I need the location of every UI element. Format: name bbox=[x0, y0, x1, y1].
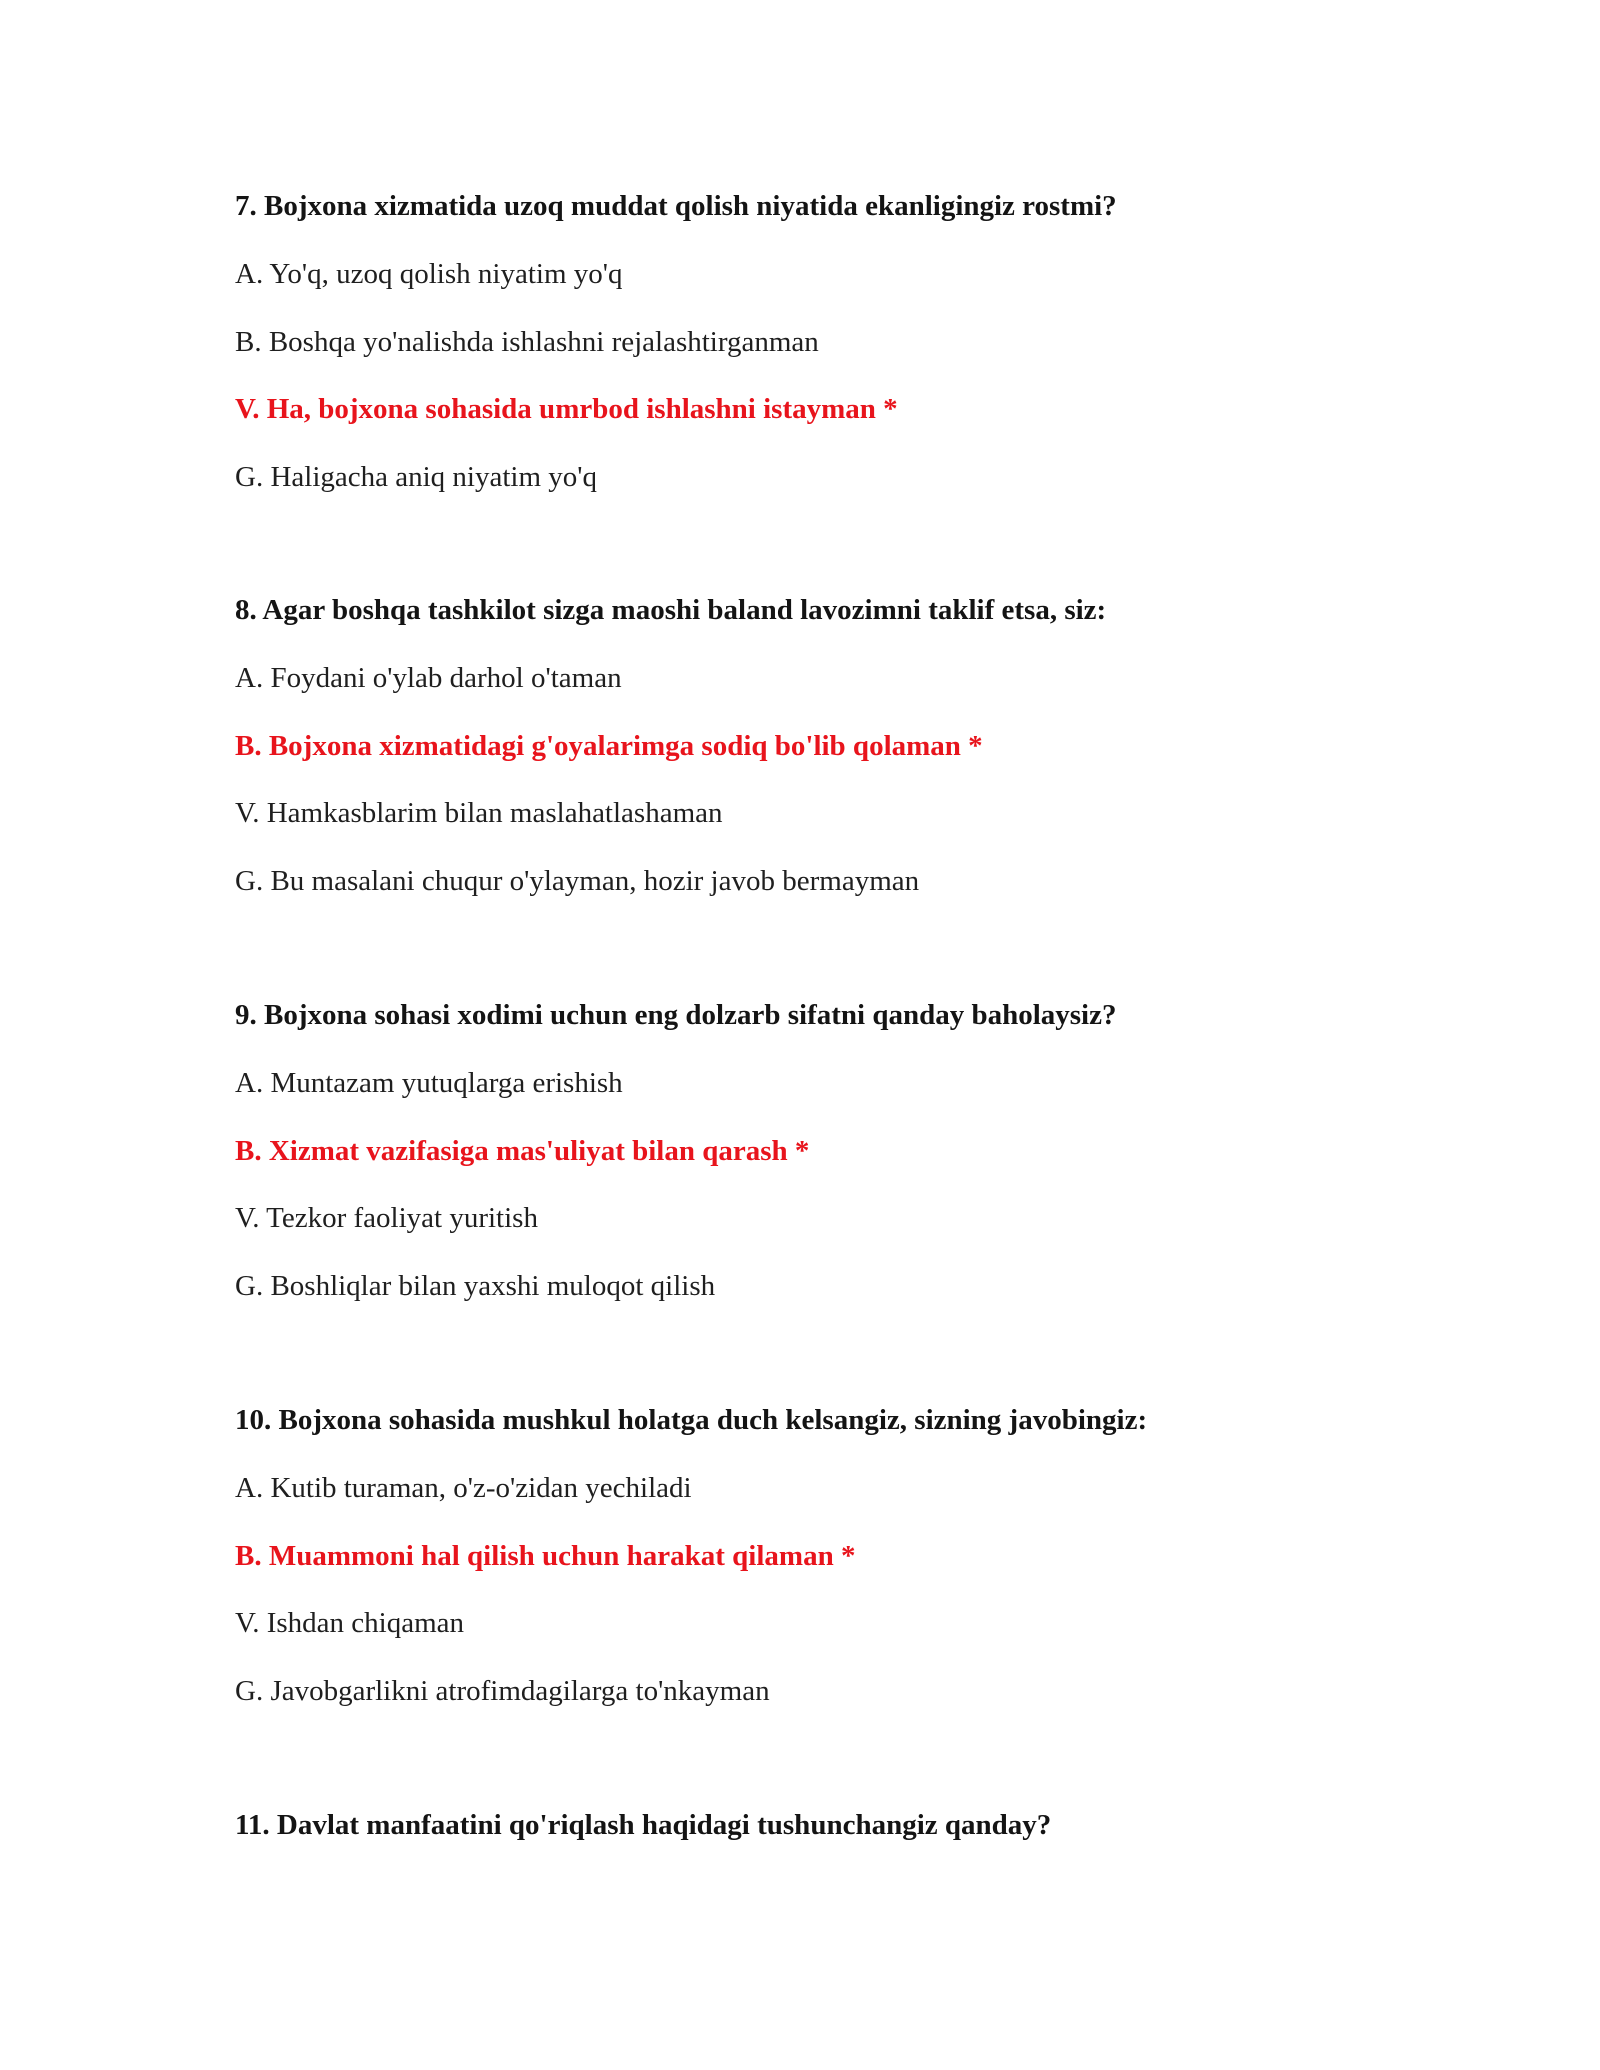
question-title: 9. Bojxona sohasi xodimi uchun eng dolzarb sifatni qanday baholaysiz? bbox=[235, 999, 1117, 1031]
question-block-9 bbox=[235, 998, 1435, 1336]
correct-answer-option: B. Xizmat vazifasiga mas'uliyat bilan qarash * bbox=[235, 1134, 810, 1167]
question-title: 11. Davlat manfaatini qo'riqlash haqidagi tushunchangiz qanday? bbox=[235, 1809, 1052, 1841]
question-block-7 bbox=[235, 189, 1435, 527]
question-block-8 bbox=[235, 593, 1435, 931]
answer-option: A. Foydani o'ylab darhol o'taman bbox=[235, 662, 622, 694]
correct-answer-option: B. Muammoni hal qilish uchun harakat qilaman * bbox=[235, 1539, 856, 1572]
question-title: 7. Bojxona xizmatida uzoq muddat qolish niyatida ekanligingiz rostmi? bbox=[235, 190, 1117, 222]
answer-option: G. Javobgarlikni atrofimdagilarga to'nkayman bbox=[235, 1674, 770, 1707]
question-block-11 bbox=[235, 1808, 1435, 1876]
answer-option: A. Muntazam yutuqlarga erishish bbox=[235, 1067, 623, 1099]
answer-option: A. Yo'q, uzoq qolish niyatim yo'q bbox=[235, 258, 623, 290]
correct-answer-option: B. Bojxona xizmatidagi g'oyalarimga sodiq bo'lib qolaman * bbox=[235, 729, 983, 762]
question-title: 8. Agar boshqa tashkilot sizga maoshi baland lavozimni taklif etsa, siz: bbox=[235, 594, 1107, 626]
answer-option: G. Bu masalani chuqur o'ylayman, hozir javob bermayman bbox=[235, 864, 920, 897]
correct-answer-option: V. Ha, bojxona sohasida umrbod ishlashni istayman * bbox=[235, 393, 898, 425]
question-block-10 bbox=[235, 1403, 1435, 1741]
answer-option: G. Haligacha aniq niyatim yo'q bbox=[235, 460, 597, 493]
question-title: 10. Bojxona sohasida mushkul holatga duch kelsangiz, sizning javobingiz: bbox=[235, 1404, 1148, 1436]
answer-option: V. Ishdan chiqaman bbox=[235, 1607, 464, 1639]
answer-option: G. Boshliqlar bilan yaxshi muloqot qilish bbox=[235, 1269, 716, 1302]
answer-option: V. Hamkasblarim bilan maslahatlashaman bbox=[235, 797, 723, 829]
answer-option: A. Kutib turaman, o'z-o'zidan yechiladi bbox=[235, 1472, 692, 1504]
answer-option: B. Boshqa yo'nalishda ishlashni rejalashtirganman bbox=[235, 325, 819, 358]
answer-option: V. Tezkor faoliyat yuritish bbox=[235, 1202, 538, 1234]
